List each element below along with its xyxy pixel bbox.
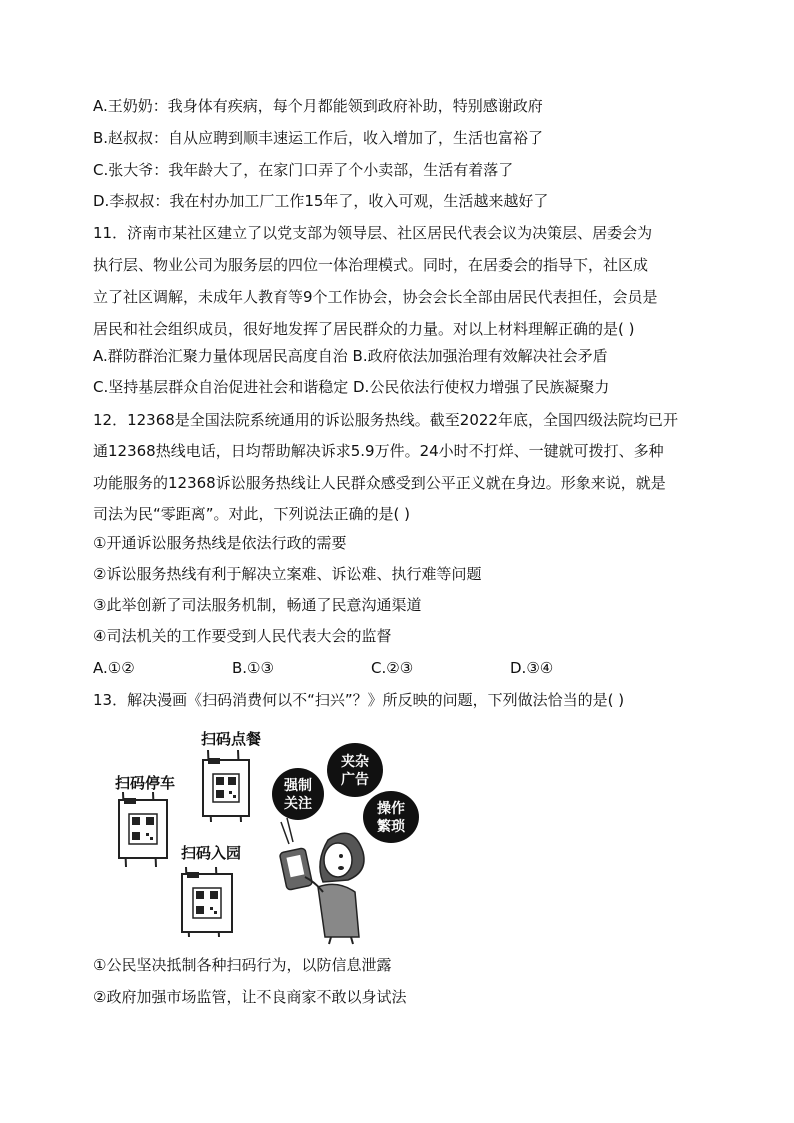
q12-stem-line-3: 功能服务的12368诉讼服务热线让人民群众感受到公平正义就在身边。形象来说，就是 (93, 474, 666, 492)
q11-stem-line-1: 11．济南市某社区建立了以党支部为领导层、社区居民代表会议为决策层、居委会为 (93, 224, 653, 242)
sign-label-order: 扫码点餐 (201, 730, 262, 748)
q12-stem-line-2: 通12368热线电话，日均帮助解决诉求5.9万件。24小时不打烊、一键就可拨打、多种 (93, 442, 664, 460)
q10-option-a: A.王奶奶：我身体有疾病，每个月都能领到政府补助，特别感谢政府 (93, 97, 543, 115)
q13-cartoon (93, 722, 453, 947)
q12-stem-line-1: 12．12368是全国法院系统通用的诉讼服务热线。截至2022年底，全国四级法院均已开 (93, 411, 678, 429)
qr-sign-park (182, 867, 232, 937)
bubble-forced-follow (272, 768, 324, 820)
q10-option-b: B.赵叔叔：自从应聘到顺丰速运工作后，收入增加了，生活也富裕了 (93, 129, 544, 147)
woman-figure (279, 818, 364, 944)
q12-choice-a: A.①② (93, 659, 135, 677)
q12-choice-b: B.①③ (232, 659, 274, 677)
bubble-mixed-ads-line-2: 广告 (341, 772, 369, 788)
q11-stem-line-4: 居民和社会组织成员，很好地发挥了居民群众的力量。对以上材料理解正确的是( ) (93, 320, 635, 338)
q12-statement-3: ③此举创新了司法服务机制，畅通了民意沟通渠道 (93, 596, 422, 614)
bubble-complex-operation (363, 791, 419, 843)
q12-choice-d: D.③④ (510, 659, 554, 677)
q10-option-d: D.李叔叔：我在村办加工厂工作15年了，收入可观，生活越来越好了 (93, 192, 549, 210)
qr-sign-parking (119, 792, 167, 867)
q12-stem-line-4: 司法为民“零距离”。对此，下列说法正确的是( ) (93, 505, 411, 523)
q11-options-line-2: C.坚持基层群众自治促进社会和谐稳定 D.公民依法行使权力增强了民族凝聚力 (93, 378, 610, 396)
q12-statement-2: ②诉讼服务热线有利于解决立案难、诉讼难、执行难等问题 (93, 565, 482, 583)
bubble-forced-follow-line-1: 强制 (284, 778, 312, 794)
q12-statement-4: ④司法机关的工作要受到人民代表大会的监督 (93, 627, 392, 645)
bubble-mixed-ads (327, 743, 383, 797)
bubble-forced-follow-line-2: 关注 (284, 796, 312, 812)
qr-sign-order (203, 750, 249, 822)
q13-statement-1: ①公民坚决抵制各种扫码行为，以防信息泄露 (93, 956, 392, 974)
q13-stem: 13．解决漫画《扫码消费何以不“扫兴”？》所反映的问题，下列做法恰当的是( ) (93, 691, 625, 709)
q11-stem-line-2: 执行层、物业公司为服务层的四位一体治理模式。同时，在居委会的指导下，社区成 (93, 256, 649, 274)
q13-statement-2: ②政府加强市场监管，让不良商家不敢以身试法 (93, 988, 407, 1006)
q11-stem-line-3: 立了社区调解，未成年人教育等9个工作协会，协会会长全部由居民代表担任，会员是 (93, 288, 658, 306)
q12-choice-c: C.②③ (371, 659, 414, 677)
sign-label-parking: 扫码停车 (115, 774, 176, 792)
q12-statement-1: ①开通诉讼服务热线是依法行政的需要 (93, 534, 347, 552)
q10-option-c: C.张大爷：我年龄大了，在家门口弄了个小卖部，生活有着落了 (93, 161, 514, 179)
sign-label-park: 扫码入园 (181, 844, 242, 862)
bubble-complex-operation-line-1: 操作 (377, 801, 405, 817)
q11-options-line-1: A.群防群治汇聚力量体现居民高度自治 B.政府依法加强治理有效解决社会矛盾 (93, 347, 608, 365)
bubble-complex-operation-line-2: 繁琐 (377, 819, 405, 835)
bubble-mixed-ads-line-1: 夹杂 (341, 754, 369, 770)
